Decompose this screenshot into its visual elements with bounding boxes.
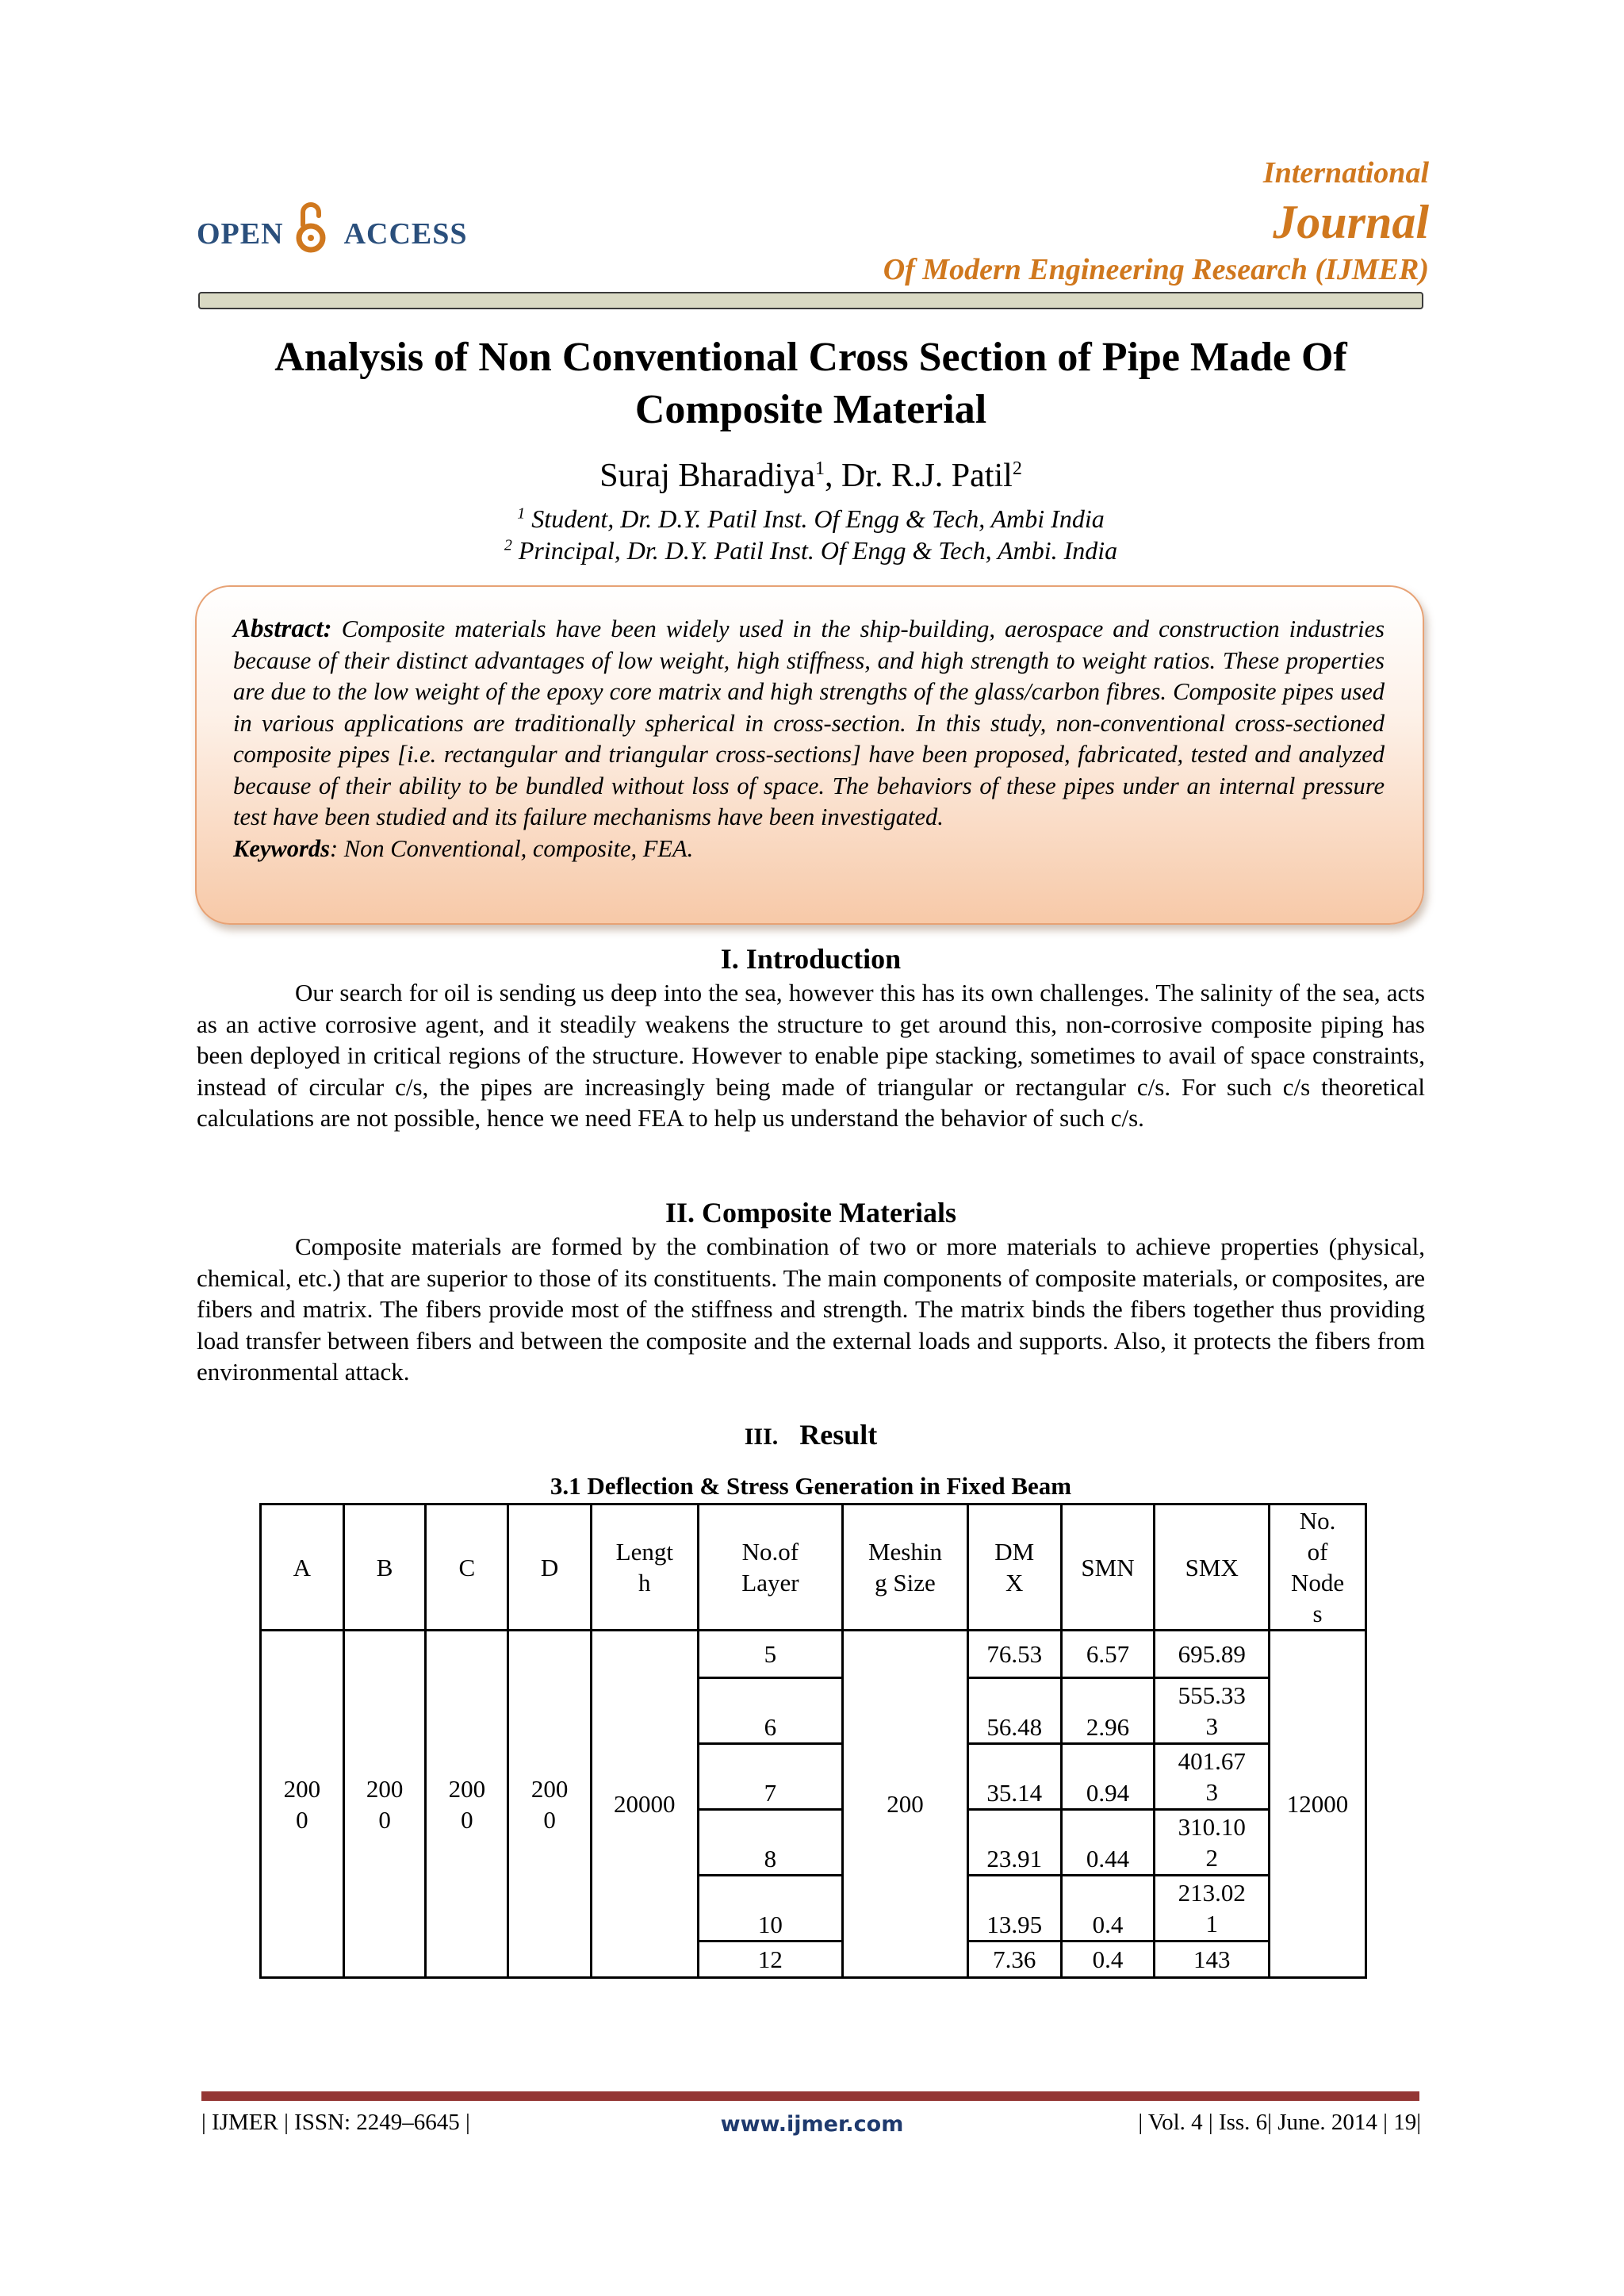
cell-dmx: 13.95 <box>967 1876 1061 1941</box>
abstract-box <box>195 585 1424 925</box>
abstract-text: Composite materials have been widely used in the ship-building, aerospace and construction industries because of their distinct advantages of low weight, high stiffness, and high strength to weight ratios. These properties are due to the low weight of the epoxy core matrix and high strengths of the glass/carbon fibres. Composite pipes used in various applications are traditionally spherical in cross-section. In this study, non-conventional cross-sectioned composite pipes [i.e. rectangular and triangular cross-sections] have been proposed, fabricated, tested and analyzed because of their ability to be bundled without loss of space. The behaviors of these pipes under an internal pressure test have been studied and its failure mechanisms have been investigated. <box>233 615 1385 830</box>
table-row <box>261 1631 1366 1678</box>
cell-a: 200 0 <box>261 1631 344 1978</box>
cell-layer: 5 <box>698 1631 842 1678</box>
cell-layer: 8 <box>698 1810 842 1876</box>
header-divider <box>198 292 1423 309</box>
cell-smx: 213.02 1 <box>1155 1876 1270 1941</box>
cell-smx: 401.67 3 <box>1155 1744 1270 1810</box>
cell-c: 200 0 <box>426 1631 508 1978</box>
cell-dmx: 23.91 <box>967 1810 1061 1876</box>
header-cell: No.of Layer <box>698 1504 842 1631</box>
keywords-label: Keywords <box>233 834 330 862</box>
journal-name-journal: Journal <box>1273 196 1429 248</box>
footer-volume-page: | Vol. 4 | Iss. 6| June. 2014 | 19| <box>1138 2110 1421 2135</box>
section-heading-introduction: I. Introduction <box>720 943 902 975</box>
cell-dmx: 76.53 <box>967 1631 1061 1678</box>
header-cell: No. of Node s <box>1270 1504 1366 1631</box>
open-lock-icon <box>295 201 327 254</box>
cell-smx: 695.89 <box>1155 1631 1270 1678</box>
footer-divider <box>201 2091 1419 2101</box>
journal-name-subtitle: Of Modern Engineering Research (IJMER) <box>883 253 1429 286</box>
cell-layer: 6 <box>698 1678 842 1744</box>
journal-name-international: International <box>1262 156 1429 190</box>
cell-b: 200 0 <box>343 1631 426 1978</box>
cell-dmx: 56.48 <box>967 1678 1061 1744</box>
section-heading-result: III. Result <box>744 1419 878 1451</box>
open-access-right: ACCESS <box>343 217 468 251</box>
cell-smx: 310.10 2 <box>1155 1810 1270 1876</box>
cell-layer: 10 <box>698 1876 842 1941</box>
header-cell: B <box>343 1504 426 1631</box>
composite-paragraph: Composite materials are formed by the combination of two or more materials to achieve properties (physical, chemical, etc.) that are superior to those of its constituents. The main components of composite materials, or composites, are fibers and matrix. The fibers provide most of the stiffness and strength. The matrix binds the fibers together thus providing load transfer between fibers and between the composite and the external loads and supports. Also, it protects the fibers from environmental attack. <box>197 1232 1425 1386</box>
results-table <box>259 1503 1367 1979</box>
header-cell: SMN <box>1061 1504 1155 1631</box>
header-cell: Lengt h <box>591 1504 698 1631</box>
cell-smn: 0.44 <box>1061 1810 1155 1876</box>
open-access-logo <box>197 208 468 260</box>
cell-dmx: 7.36 <box>967 1941 1061 1978</box>
cell-dmx: 35.14 <box>967 1744 1061 1810</box>
affiliation-1: $^1$ Student, Dr. D.Y. Patil Inst. Of Engg & Tech, Ambi India <box>517 504 1105 533</box>
header-cell: D <box>508 1504 592 1631</box>
header-cell: DM X <box>967 1504 1061 1631</box>
table-header-row <box>261 1504 1366 1631</box>
header-cell: C <box>426 1504 508 1631</box>
cell-smn: 0.4 <box>1061 1876 1155 1941</box>
footer-issn: | IJMER | ISSN: 2249–6645 | <box>201 2110 470 2135</box>
cell-length: 20000 <box>591 1631 698 1978</box>
cell-smn: 6.57 <box>1061 1631 1155 1678</box>
cell-d: 200 0 <box>508 1631 592 1978</box>
author-2: Dr. R.J. Patil <box>841 458 1013 494</box>
cell-smn: 0.4 <box>1061 1941 1155 1978</box>
cell-mesh-size: 200 <box>843 1631 968 1978</box>
affiliation-2: $^2$ Principal, Dr. D.Y. Patil Inst. Of Engg & Tech, Ambi. India <box>504 536 1118 565</box>
header-cell: Meshin g Size <box>843 1504 968 1631</box>
author-list: Suraj Bharadiya$^1$, Dr. R.J. Patil$^2$ <box>599 458 1022 494</box>
cell-smx: 143 <box>1155 1941 1270 1978</box>
abstract-label: Abstract: <box>233 615 332 643</box>
cell-smx: 555.33 3 <box>1155 1678 1270 1744</box>
cell-layer: 12 <box>698 1941 842 1978</box>
footer-website-link[interactable]: www.ijmer.com <box>720 2112 904 2137</box>
cell-nodes: 12000 <box>1270 1631 1366 1978</box>
cell-layer: 7 <box>698 1744 842 1810</box>
author-1: Suraj Bharadiya <box>599 458 815 494</box>
table-caption: 3.1 Deflection & Stress Generation in Fixed Beam <box>550 1472 1072 1500</box>
section-heading-composite-materials: II. Composite Materials <box>665 1197 956 1228</box>
open-access-left: OPEN <box>197 217 284 251</box>
keywords-text: : Non Conventional, composite, FEA. <box>330 834 694 862</box>
introduction-paragraph: Our search for oil is sending us deep into the sea, however this has its own challenges. The salinity of the sea, acts as an active corrosive agent, and it steadily weakens the structure to get around this, non-corrosive composite piping has been deployed in critical regions of the structure. However to enable pipe stacking, sometimes to avail of space constraints, instead of circular c/s, the pipes are increasingly being made of triangular or rectangular c/s. For such c/s theoretical calculations are not possible, hence we need FEA to help us understand the behavior of such c/s. <box>197 979 1425 1132</box>
header-cell: SMX <box>1155 1504 1270 1631</box>
cell-smn: 0.94 <box>1061 1744 1155 1810</box>
header-cell: A <box>261 1504 344 1631</box>
cell-smn: 2.96 <box>1061 1678 1155 1744</box>
paper-title: Analysis of Non Conventional Cross Section of Pipe Made Of Composite Material <box>274 335 1347 432</box>
